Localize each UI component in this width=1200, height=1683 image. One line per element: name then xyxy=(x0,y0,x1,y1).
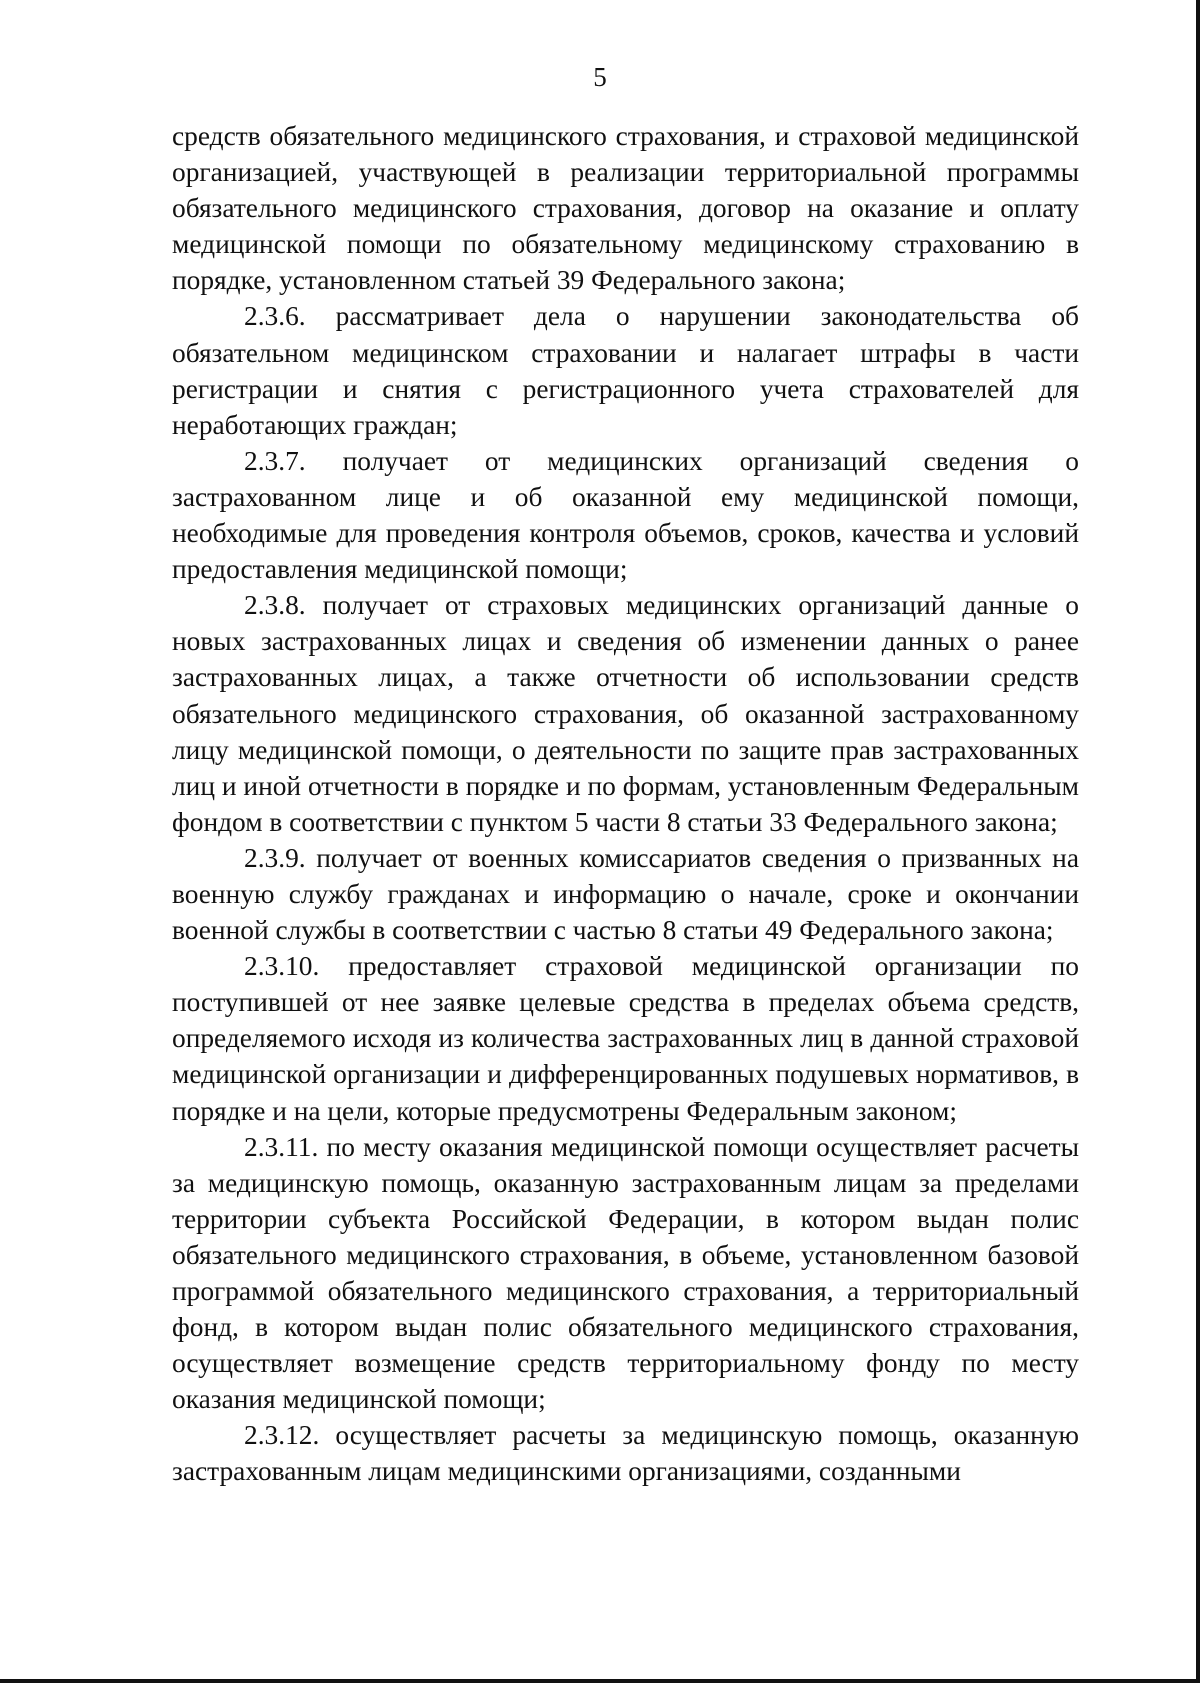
page-number: 5 xyxy=(593,62,607,92)
paragraph: 2.3.10. предоставляет страховой медицинской организации по поступившей от нее заявке целевые средства в пределах объема средств, определяемого исходя из количества застрахованных лиц в данной страховой медицинской организации и дифференцированных подушевых нормативов, в порядке и на цели, которые предусмотрены Федеральным законом; xyxy=(172,951,1079,1126)
paragraph: 2.3.6. рассматривает дела о нарушении законодательства об обязательном медицинском страховании и налагает штрафы в части регистрации и снятия с регистрационного учета страхователей для неработающих граждан; xyxy=(172,301,1079,440)
document-body xyxy=(172,118,1079,1490)
scan-edge-bottom xyxy=(0,1679,1200,1683)
scan-edge-right xyxy=(1196,0,1200,1683)
paragraph: 2.3.11. по месту оказания медицинской помощи осуществляет расчеты за медицинскую помощь, оказанную застрахованным лицам за пределами территории субъекта Российской Федерации, в котором выдан полис обязательного медицинского страхования, в объеме, установленном базовой программой обязательного медицинского страхования, а территориальный фонд, в котором выдан полис обязательного медицинского страхования, осуществляет возмещение средств территориальному фонду по месту оказания медицинской помощи; xyxy=(172,1131,1079,1415)
paragraph: 2.3.8. получает от страховых медицинских организаций данные о новых застрахованных лицах и сведения об изменении данных о ранее застрахованных лицах, а также отчетности об использовании средств обязательного медицинского страхования, об оказанной застрахованному лицу медицинской помощи, о деятельности по защите прав застрахованных лиц и иной отчетности в порядке и по формам, установленным Федеральным фондом в соответствии с пунктом 5 части 8 статьи 33 Федерального закона; xyxy=(172,590,1079,837)
paragraph: 2.3.9. получает от военных комиссариатов сведения о призванных на военную службу гражданах и информацию о начале, сроке и окончании военной службы в соответствии с частью 8 статьи 49 Федерального закона; xyxy=(172,842,1079,946)
paragraph: средств обязательного медицинского страхования, и страховой медицинской организацией, участвующей в реализации территориальной программы обязательного медицинского страхования, договор на оказание и оплату медицинской помощи по обязательному медицинскому страхованию в порядке, установленном статьей 39 Федерального закона; xyxy=(172,121,1079,296)
paragraph: 2.3.7. получает от медицинских организаций сведения о застрахованном лице и об оказанной ему медицинской помощи, необходимые для проведения контроля объемов, сроков, качества и условий предоставления медицинской помощи; xyxy=(172,445,1079,585)
paragraph: 2.3.12. осуществляет расчеты за медицинскую помощь, оказанную застрахованным лицам медицинскими организациями, созданными xyxy=(172,1420,1079,1487)
